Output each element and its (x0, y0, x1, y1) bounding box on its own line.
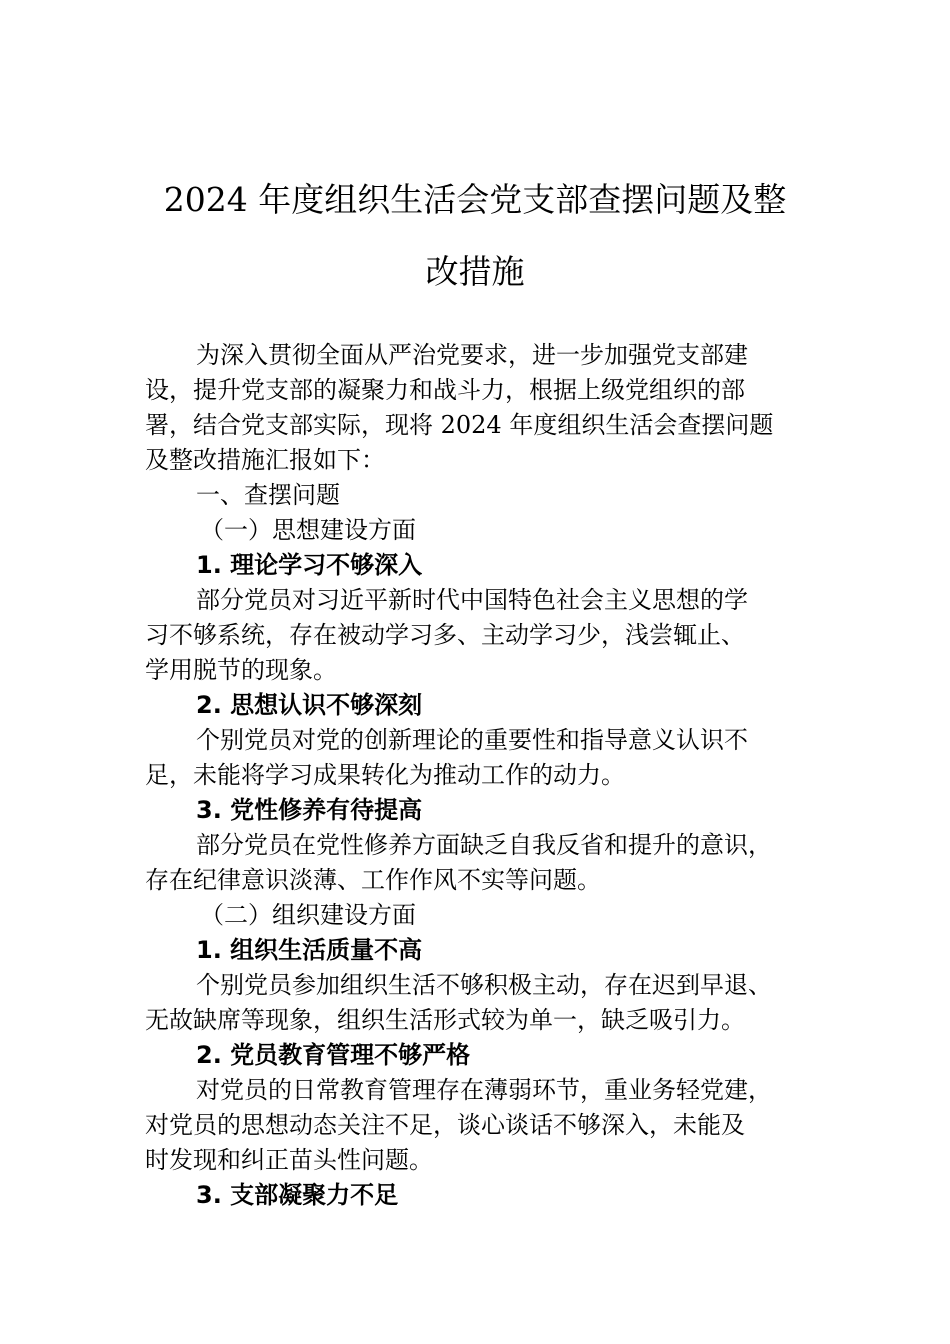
item-heading-theory-study: 1. 理论学习不够深入 (196, 551, 423, 579)
item-text-line: 对党员的思想动态关注不足，谈心谈话不够深入，未能及 (145, 1111, 745, 1139)
item-text-line: 时发现和纠正苗头性问题。 (145, 1146, 433, 1174)
item-text-line: 个别党员对党的创新理论的重要性和指导意义认识不 (196, 726, 748, 754)
item-heading-party-spirit: 3. 党性修养有待提高 (196, 796, 423, 824)
item-text-line: 无故缺席等现象，组织生活形式较为单一，缺乏吸引力。 (145, 1006, 745, 1034)
intro-line-4: 及整改措施汇报如下： (145, 446, 385, 474)
subsection-heading-organization: （二）组织建设方面 (200, 901, 416, 929)
item-text-line: 足，未能将学习成果转化为推动工作的动力。 (145, 761, 625, 789)
document-title-line-2: 改措施 (425, 252, 525, 291)
item-text-line: 习不够系统，存在被动学习多、主动学习少，浅尝辄止、 (145, 621, 745, 649)
item-text-line: 个别党员参加组织生活不够积极主动，存在迟到早退、 (196, 971, 772, 999)
item-heading-understanding: 2. 思想认识不够深刻 (196, 691, 423, 719)
subsection-heading-ideology: （一）思想建设方面 (200, 516, 416, 544)
item-text-line: 学用脱节的现象。 (145, 656, 337, 684)
item-text-line: 存在纪律意识淡薄、工作作风不实等问题。 (145, 866, 601, 894)
item-text-line: 部分党员对习近平新时代中国特色社会主义思想的学 (196, 586, 748, 614)
intro-line-3: 署，结合党支部实际，现将 2024 年度组织生活会查摆问题 (145, 411, 774, 439)
intro-line-1: 为深入贯彻全面从严治党要求，进一步加强党支部建 (196, 341, 748, 369)
section-heading-problems: 一、查摆问题 (196, 481, 340, 509)
document-title-line-1: 2024 年度组织生活会党支部查摆问题及整 (163, 180, 787, 219)
item-text-line: 对党员的日常教育管理存在薄弱环节，重业务轻党建， (196, 1076, 772, 1104)
item-heading-cohesion: 3. 支部凝聚力不足 (196, 1181, 399, 1209)
item-heading-member-management: 2. 党员教育管理不够严格 (196, 1041, 471, 1069)
intro-line-2: 设，提升党支部的凝聚力和战斗力，根据上级党组织的部 (145, 376, 745, 404)
item-text-line: 部分党员在党性修养方面缺乏自我反省和提升的意识， (196, 831, 772, 859)
item-heading-org-life-quality: 1. 组织生活质量不高 (196, 936, 423, 964)
